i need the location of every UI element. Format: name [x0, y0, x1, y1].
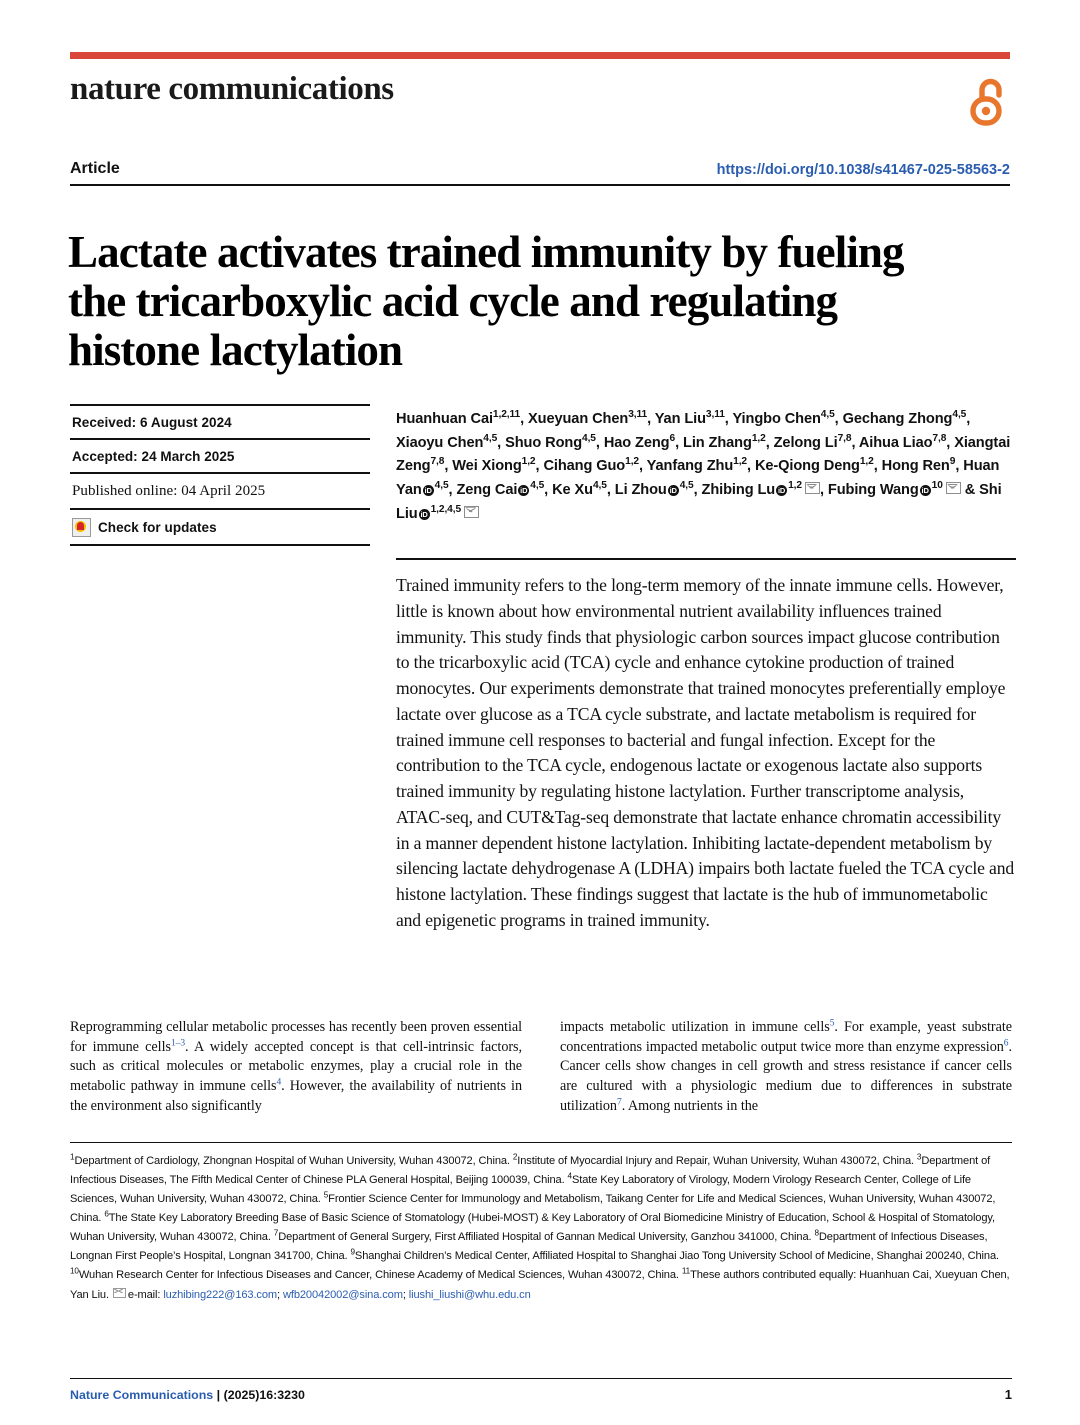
author-affil-ref: 3,11	[628, 409, 648, 421]
author-name: Shi Liu	[396, 481, 1002, 522]
author-name: Gechang Zhong	[842, 411, 953, 427]
author-affil-ref: 10	[931, 480, 943, 492]
orcid-icon[interactable]: iD	[520, 485, 528, 495]
open-access-icon	[970, 75, 1010, 132]
author-affil-ref: 3,11	[705, 409, 725, 421]
author-name: Xueyuan Chen	[528, 411, 629, 427]
published-date: Published online: 04 April 2025	[72, 483, 266, 499]
author-name: Huanhuan Cai	[396, 411, 493, 427]
author-affil-ref: 7,8	[932, 432, 947, 444]
check-for-updates-label: Check for updates	[98, 520, 217, 535]
received-date: Received: 6 August 2024	[72, 415, 232, 430]
check-for-updates-button[interactable]	[70, 510, 370, 544]
author-name: Li Zhou	[614, 481, 667, 498]
orcid-icon[interactable]: iD	[669, 485, 677, 495]
author-affil-ref: 6	[669, 432, 676, 444]
author-affil-ref: 1,2	[751, 432, 766, 444]
author-name: Xiangtai Zeng	[396, 434, 1011, 475]
page-number: 1	[1004, 1387, 1012, 1402]
author-name: Zelong Li	[773, 434, 838, 451]
orcid-icon[interactable]: iD	[424, 485, 432, 495]
article-meta-bar	[70, 160, 1010, 186]
doi-link[interactable]: https://doi.org/10.1038/s41467-025-58563-2	[716, 162, 1010, 178]
affiliations-separator	[70, 1142, 1012, 1143]
orcid-icon[interactable]: iD	[420, 509, 428, 519]
author-name: Xiaoyu Chen	[396, 434, 484, 451]
corresponding-author-email-icon[interactable]	[805, 482, 820, 494]
masthead	[70, 52, 1010, 132]
author-affil-ref: 1,2,4,5	[430, 503, 462, 515]
author-name: Zhibing Lu	[701, 481, 776, 498]
author-name: Wei Xiong	[452, 458, 522, 475]
abstract: Trained immunity refers to the long-term memory of the innate immune cells. However, little is known about how environmental nutrient availability influences trained immunity. This study finds that physiologic carbon sources impact glucose contribution to the tricarboxylic acid (TCA) cycle and enhance cytokine production of trained monocytes. Our experiments demonstrate that trained monocytes preferentially employe lactate over glucose as a TCA cycle substrate, and lactate metabolism is required for trained immune cell responses to bacterial and fungal infection. Except for the contribution to the TCA cycle, endogenous lactate or exogenous lactate also supports trained immunity by regulating histone lactylation. Further transcriptome analysis, ATAC-seq, and CUT&Tag-seq demonstrate that lactate enhance chromatin accessibility in a manner dependent histone lactylation. Inhibiting lactate-dependent metabolism by silencing lactate dehydrogenase A (LDHA) impairs both lactate fueled the TCA cycle and histone lactylation. These findings suggest that lactate is the hub of immunometabolic and epigenetic programs in trained immunity.	[396, 558, 1016, 934]
corresponding-author-email-icon[interactable]	[946, 482, 961, 494]
history-rule-bottom	[70, 544, 370, 546]
body-column-left: Reprogramming cellular metabolic processes has recently been proven essential for immune cells$^{1-3}$. A widely accepted concept is that cell-intrinsic factors, such as critical molecules or metabolic enzymes, play a crucial role in the metabolic pathway in immune cells$^4$. However, the availability of nutrients in the environment also significantly	[70, 1019, 522, 1114]
author-name: Huan Yan	[396, 458, 1000, 498]
orcid-icon[interactable]: iD	[777, 485, 786, 495]
author-name: Hong Ren	[881, 458, 950, 475]
author-affil-ref: 1,2,11	[492, 409, 521, 421]
author-affil-ref: 7,8	[837, 432, 852, 444]
author-name: Lin Zhang	[683, 434, 752, 451]
crossmark-badge-icon	[72, 518, 91, 537]
accepted-date: Accepted: 24 March 2025	[72, 449, 235, 464]
author-name: Yan Liu	[654, 411, 706, 427]
author-affil-ref: 7,8	[430, 456, 445, 468]
author-affil-ref: 4,5	[679, 480, 694, 492]
author-affil-ref: 1,2	[788, 480, 802, 492]
author-name: Ke-Qiong Deng	[754, 458, 860, 475]
footer-separator	[70, 1378, 1012, 1379]
journal-logo: nature communications	[70, 71, 394, 107]
corresponding-author-email-icon[interactable]	[464, 506, 479, 518]
page-footer	[70, 1387, 1012, 1402]
body-text	[70, 1018, 1012, 1116]
author-affil-ref: 4,5	[820, 409, 835, 421]
body-column-right: impacts metabolic utilization in immune cells$^5$. For example, yeast substrate concentrations impacted metabolic output twice more than enzyme expression$^6$. Cancer cells show changes in cell growth and stress resistance if cancer cells are cultured with a physiologic medium due to differences in substrate utilization$^7$. Among nutrients in the	[560, 1018, 1012, 1114]
publication-history	[70, 404, 370, 546]
orcid-icon[interactable]: iD	[921, 485, 929, 495]
author-affil-ref: 4,5	[483, 432, 498, 444]
author-name: Cihang Guo	[543, 458, 626, 475]
author-name: Hao Zeng	[603, 434, 670, 451]
author-affil-ref: 1,2	[733, 456, 748, 468]
author-name: Ke Xu	[552, 481, 593, 498]
brand-top-rule	[70, 52, 1010, 59]
author-affil-ref: 4,5	[530, 480, 545, 492]
author-affil-ref: 4,5	[434, 480, 449, 492]
author-name: Yanfang Zhu	[646, 458, 734, 475]
author-name: Shuo Rong	[505, 434, 583, 451]
author-affil-ref: 1,2	[859, 456, 874, 468]
author-list: Huanhuan Cai$^{1,2,11}$, Xueyuan Chen$^{3,11}$, Yan Liu$^{3,11}$, Yingbo Chen$^{4,5}$, Gechang Zhong$^{4,5}$, Xiaoyu Chen$^{4,5}$, Shuo Rong$^{4,5}$, Hao Zeng$^6$, Lin Zhang$^{1,2}$, Zelong Li$^{7,8}$, Aihua Liao$^{7,8}$, Xiangtai Zeng$^{7,8}$, Wei Xiong$^{1,2}$, Cihang Guo$^{1,2}$, Yanfang Zhu$^{1,2}$, Ke-Qiong Deng$^{1,2}$, Hong Ren$^9$, Huan Yan iD $^{4,5}$, Zeng Cai iD $^{4,5}$, Ke Xu$^{4,5}$, Li Zhou iD $^{4,5}$, Zhibing Lu iD $^{1,2}$ , Fubing Wang iD $^{10}$ & Shi Liu iD $^{1,2,4,5}$	[396, 409, 1011, 522]
author-name: Aihua Liao	[858, 434, 933, 451]
footer-citation: | (2025)16:3230	[216, 1388, 305, 1402]
author-affil-ref: 4,5	[952, 409, 967, 421]
article-title: Lactate activates trained immunity by fueling the tricarboxylic acid cycle and regulating histone lactylation	[68, 227, 904, 376]
author-name: Zeng Cai	[456, 481, 518, 498]
author-affil-ref: 1,2	[625, 456, 640, 468]
author-affil-ref: 4,5	[592, 480, 607, 492]
affiliations: $^1$Department of Cardiology, Zhongnan Hospital of Wuhan University, Wuhan 430072, China. $^2$Institute of Myocardial Injury and Repair, Wuhan University, Wuhan 430072, China. $^3$Department of Infectious Diseases, The Fifth Medical Center of Chinese PLA General Hospital, Beijing 100039, China. $^4$State Key Laboratory of Virology, Modern Virology Research Center, College of Life Sciences, Wuhan University, Wuhan 430072, China. $^5$Frontier Science Center for Immunology and Metabolism, Taikang Center for Life and Medical Sciences, Wuhan University, Wuhan 430072, China. $^6$The State Key Laboratory Breeding Base of Basic Science of Stomatology (Hubei-MOST) & Key Laboratory of Oral Biomedicine Ministry of Education, School & Hospital of Stomatology, Wuhan University, Wuhan 430072, China. $^7$Department of General Surgery, First Affiliated Hospital of Gannan Medical University, Ganzhou 341000, China. $^8$Department of Infectious Diseases, Longnan First People’s Hospital, Longnan 341700, China. $^9$Shanghai Children’s Medical Center, Affiliated Hospital to Shanghai Jiao Tong University School of Medicine, Shanghai 200240, China. $^{10}$Wuhan Research Center for Infectious Diseases and Cancer, Chinese Academy of Medical Sciences, Wuhan 430072, China. $^{11}$These authors contributed equally: Huanhuan Cai, Xueyuan Chen, Yan Liu. e-mail: luzhibing222@163.com; wfb20042002@sina.com; liushi_liushi@whu.edu.cn	[70, 1152, 1010, 1301]
article-type-label: Article	[70, 160, 120, 177]
author-affil-ref: 4,5	[582, 432, 596, 444]
footer-journal-name[interactable]: Nature Communications	[70, 1388, 214, 1402]
author-affil-ref: 9	[949, 456, 956, 468]
author-name: Yingbo Chen	[732, 411, 821, 427]
author-affil-ref: 1,2	[521, 456, 536, 468]
author-name: Fubing Wang	[827, 481, 919, 498]
